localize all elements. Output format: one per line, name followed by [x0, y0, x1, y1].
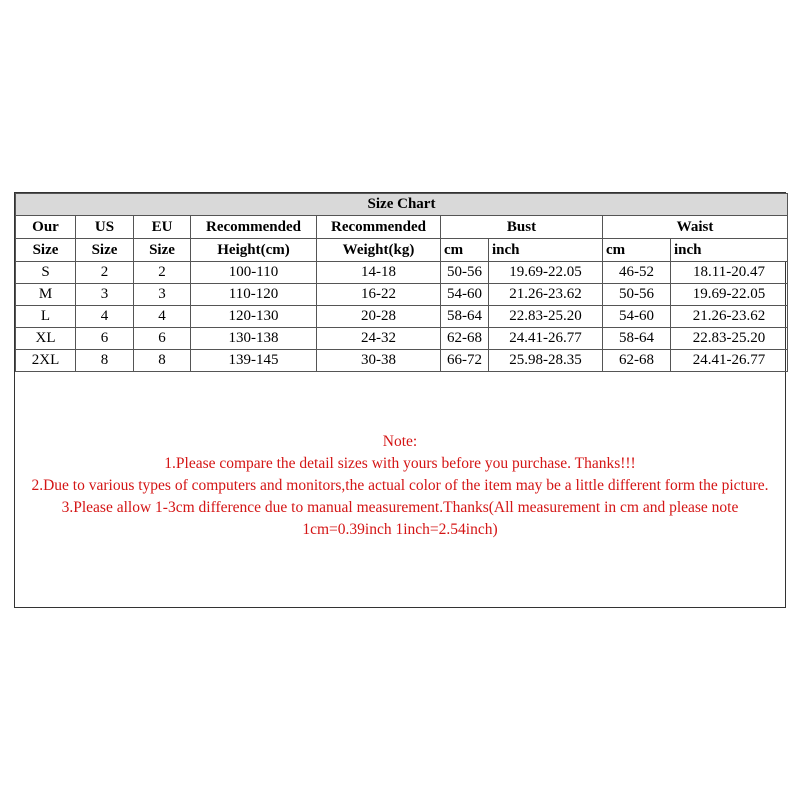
table-title: Size Chart	[16, 194, 788, 216]
table-row	[16, 262, 788, 284]
note-heading: Note:	[382, 433, 418, 450]
header-us-size: US	[76, 216, 134, 239]
size-chart	[14, 192, 786, 608]
header-our-size: Our	[16, 216, 76, 239]
table-body	[16, 262, 788, 372]
table-cell: 120-130	[191, 306, 317, 328]
note-line-1: 1.Please compare the detail sizes with yours before you purchase. Thanks!!!	[164, 455, 636, 472]
table-cell: 21.26-23.62	[671, 306, 788, 328]
table-cell: 58-64	[603, 328, 671, 350]
table-cell: 62-68	[441, 328, 489, 350]
header-height-2: Height(cm)	[191, 239, 317, 262]
table-cell: XL	[16, 328, 76, 350]
waist-unit-cm: cm	[603, 239, 671, 262]
table-cell: 50-56	[603, 284, 671, 306]
header-eu-size: EU	[134, 216, 191, 239]
table-cell: 24-32	[317, 328, 441, 350]
table-cell: 30-38	[317, 350, 441, 372]
table-cell: 4	[76, 306, 134, 328]
table-cell: 3	[134, 284, 191, 306]
waist-unit-inch: inch	[671, 239, 788, 262]
table-cell: 21.26-23.62	[489, 284, 603, 306]
table-cell: 20-28	[317, 306, 441, 328]
note-line-3: 3.Please allow 1-3cm difference due to manual measurement.Thanks(All measurement in cm and please note 1cm=0.39inch 1inch=2.54inch)	[61, 499, 739, 538]
table-cell: 46-52	[603, 262, 671, 284]
table-row	[16, 328, 788, 350]
table-cell: 22.83-25.20	[489, 306, 603, 328]
table-cell: 6	[134, 328, 191, 350]
table-cell: 24.41-26.77	[671, 350, 788, 372]
table-cell: 25.98-28.35	[489, 350, 603, 372]
bust-unit-cm: cm	[441, 239, 489, 262]
table-cell: 6	[76, 328, 134, 350]
table-cell: 58-64	[441, 306, 489, 328]
table-cell: S	[16, 262, 76, 284]
size-table	[15, 193, 788, 372]
table-cell: 139-145	[191, 350, 317, 372]
table-cell: 14-18	[317, 262, 441, 284]
table-cell: 16-22	[317, 284, 441, 306]
table-cell: 62-68	[603, 350, 671, 372]
table-row	[16, 350, 788, 372]
header-eu-size-2: Size	[134, 239, 191, 262]
table-cell: 2XL	[16, 350, 76, 372]
table-cell: 100-110	[191, 262, 317, 284]
table-cell: 22.83-25.20	[671, 328, 788, 350]
table-cell: 50-56	[441, 262, 489, 284]
header-weight: Recommended	[317, 216, 441, 239]
note-section	[15, 431, 785, 541]
table-cell: 8	[76, 350, 134, 372]
table-cell: 19.69-22.05	[671, 284, 788, 306]
bust-unit-inch: inch	[489, 239, 603, 262]
table-cell: 4	[134, 306, 191, 328]
table-cell: 54-60	[603, 306, 671, 328]
table-cell: 8	[134, 350, 191, 372]
header-our-size-2: Size	[16, 239, 76, 262]
table-cell: 54-60	[441, 284, 489, 306]
table-cell: 2	[134, 262, 191, 284]
table-row	[16, 284, 788, 306]
header-bust: Bust	[441, 216, 603, 239]
table-cell: M	[16, 284, 76, 306]
table-cell: 24.41-26.77	[489, 328, 603, 350]
table-cell: 18.11-20.47	[671, 262, 788, 284]
header-us-size-2: Size	[76, 239, 134, 262]
table-row	[16, 306, 788, 328]
table-cell: 130-138	[191, 328, 317, 350]
table-cell: 66-72	[441, 350, 489, 372]
table-cell: L	[16, 306, 76, 328]
table-cell: 3	[76, 284, 134, 306]
header-height: Recommended	[191, 216, 317, 239]
note-line-2: 2.Due to various types of computers and monitors,the actual color of the item may be a little different form the picture.	[31, 477, 769, 494]
table-cell: 2	[76, 262, 134, 284]
header-weight-2: Weight(kg)	[317, 239, 441, 262]
table-cell: 110-120	[191, 284, 317, 306]
header-waist: Waist	[603, 216, 788, 239]
table-cell: 19.69-22.05	[489, 262, 603, 284]
